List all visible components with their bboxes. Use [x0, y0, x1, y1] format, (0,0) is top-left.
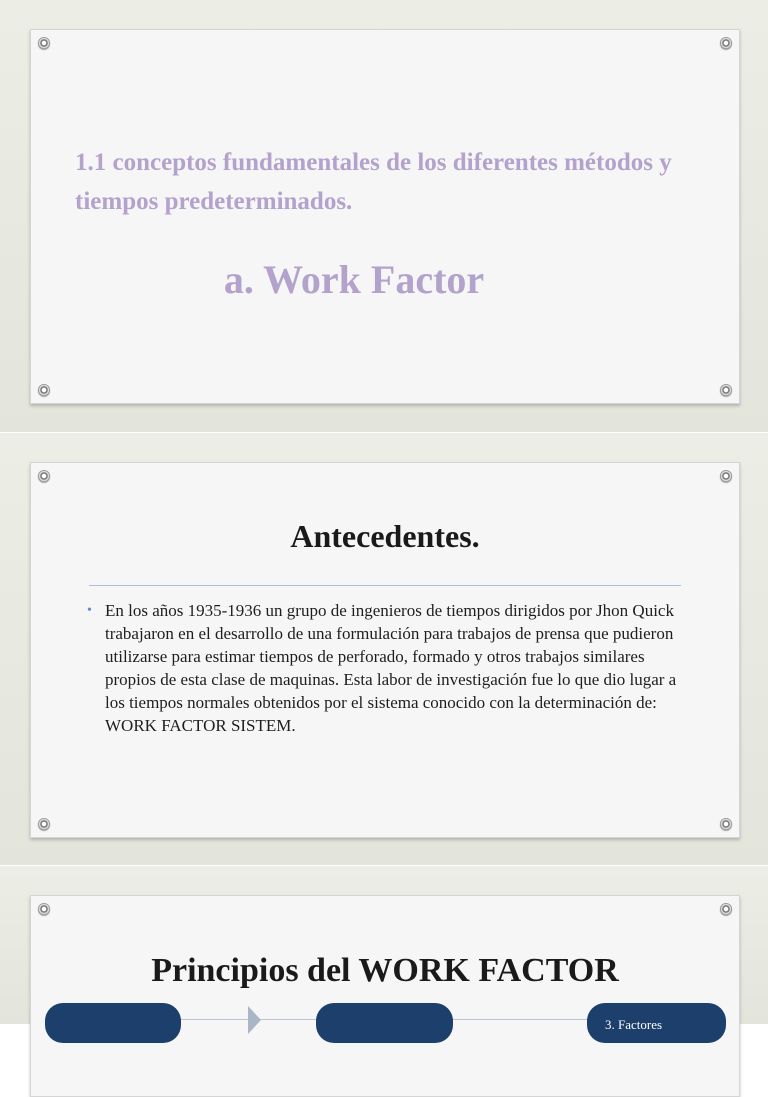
slide-1-subtitle: a. Work Factor [223, 257, 485, 302]
slide-1-background [0, 0, 768, 432]
pin-icon [38, 37, 50, 49]
slide-2-background [0, 433, 768, 865]
slide-1-card [30, 29, 740, 404]
bullet-icon: • [87, 603, 92, 618]
slide-3-card [30, 895, 740, 1097]
flow-step-2 [316, 1003, 453, 1043]
pin-icon [38, 903, 50, 915]
pin-icon [38, 818, 50, 830]
pin-icon [38, 384, 50, 396]
pin-icon [720, 384, 732, 396]
flow-step-1 [45, 1003, 181, 1043]
list-item [87, 599, 687, 737]
slide-3-background [0, 866, 768, 1032]
slide-2-card [30, 462, 740, 838]
title-divider [89, 585, 681, 586]
flow-step-3-label: 3. Factores [605, 1017, 663, 1032]
arrow-icon [248, 1006, 261, 1034]
slide-2-title: Antecedentes. [290, 518, 480, 554]
pin-icon [720, 470, 732, 482]
pin-icon [720, 903, 732, 915]
flow-step-3 [587, 1003, 726, 1043]
slide-3-title: Principios del WORK FACTOR [151, 952, 619, 989]
bullet-list [87, 599, 687, 737]
pin-icon [38, 470, 50, 482]
paragraph-text: En los años 1935-1936 un grupo de ingenieros de tiempos dirigidos por Jhon Quick trabajaron en el desarrollo de una formulación para trabajos de prensa que pudieron utilizarse para estimar tiempos de perforado, formado y otros trabajos similares propios de esta clase de maquinas. Esta labor de investigación fue lo que dio lugar a los tiempos normales obtenidos por el sistema conocido con la determinación de: WORK FACTOR SISTEM. [105, 601, 677, 735]
pin-icon [720, 818, 732, 830]
slide-1-title: 1.1 conceptos fundamentales de los diferentes métodos y tiempos predeterminados. [75, 149, 672, 215]
pin-icon [720, 37, 732, 49]
